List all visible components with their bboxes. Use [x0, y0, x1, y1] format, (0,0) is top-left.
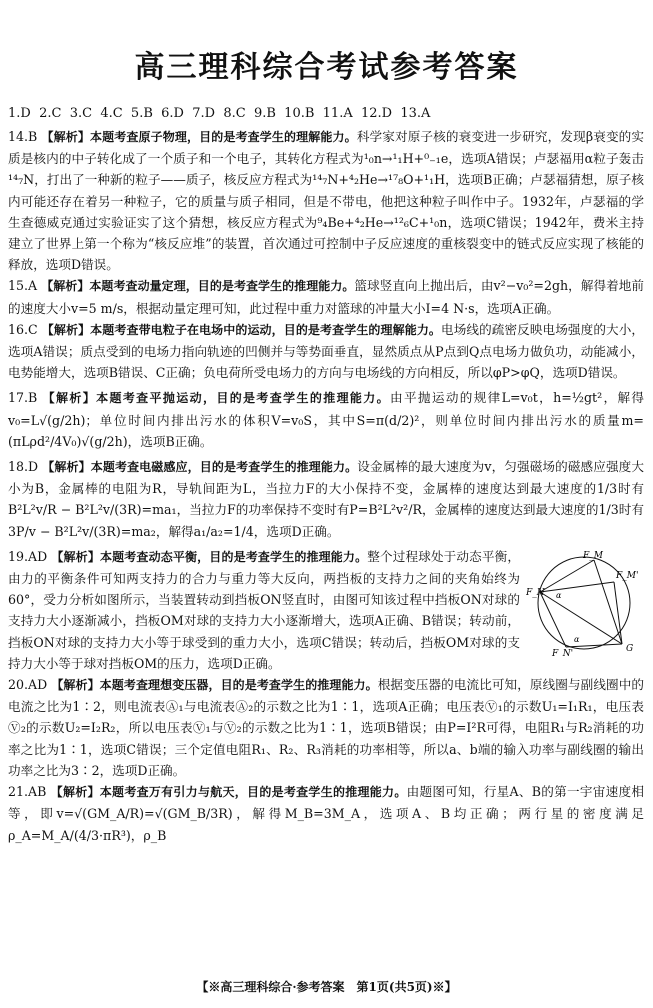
solution-number: 14.B: [8, 129, 38, 144]
solutions-body: [8, 126, 644, 846]
label-fn: F_N: [526, 587, 545, 598]
solution-17: [8, 387, 644, 452]
solution-21: [8, 781, 644, 846]
solution-text: 由平抛运动的规律L=v₀t，h=½gt²，解得v₀=L√(g/2h)；单位时间内排出污水的体积V=v₀S，其中S=π(d/2)²，则单位时间内排出污水的质量m=(πLρd²/4V₀)√(g/2h)，选项B正确。: [8, 390, 644, 449]
analysis-tag: 【解析】本题考查平抛运动，目的是考查学生的推理能力。: [42, 391, 391, 406]
solution-text: 设金属棒的最大速度为v，匀强磁场的磁感应强度大小为B，金属棒的电阻为R，导轨间距为L，当拉力F的大小保持不变，金属棒的速度达到最大速度的1/3时有B²L²v/R − B²L²v/(3R)=ma₁，当拉力F的功率保持不变时有P=B²L²v²/R，金属棒的速度达到最大速度的1/3时有3P/v − B²L²v/(3R)=ma₂，解得a₁/a₂=1/4，选项D正确。: [8, 459, 644, 539]
solution-number: 17.B: [8, 390, 38, 406]
solution-text: 根据变压器的电流比可知，原线圈与副线圈中的电流之比为1∶2，则电流表Ⓐ₁与电流表Ⓐ₂的示数之比为1∶1，选项A正确；电压表Ⓥ₁的示数U₁=I₁R₁，电压表Ⓥ₂的示数U₂=I₂R₂，所以电压表Ⓥ₁与Ⓥ₂的示数之比为1∶1，选项B错误；由P=I²R可得，电阻R₁与R₂消耗的功率之比为1∶1，选项C错误；三个定值电阻R₁、R₂、R₃消耗的功率相等，所以a、b端的输入功率与副线圈的输出功率之比为3∶2，选项D正确。: [8, 677, 644, 778]
label-fm-prime: F_M': [616, 570, 639, 581]
solution-number: 16.C: [8, 321, 38, 337]
page-title: 高三理科综合考试参考答案: [134, 50, 519, 85]
solution-14: [8, 126, 644, 275]
solution-text: 电场线的疏密反映电场强度的大小，选项A错误；质点受到的电场力指向轨迹的凹侧并与等势面垂直，显然质点从P点到Q点电场力做负功，动能减小，电势能增大，选项B错误、C正确；负电荷所受电场力的方向与电场线的方向相反，所以φP>φQ，选项D错误。: [8, 321, 644, 381]
solution-number: 20.AD: [8, 677, 48, 693]
solution-number: 21.AB: [8, 784, 47, 800]
solution-text: 篮球竖直向上抛出后，由v²−v₀²=2gh，解得着地前的速度大小v=5 m/s，根据动量定理可知，此过程中重力对篮球的冲量大小I=4 N·s，选项A正确。: [8, 278, 644, 316]
solution-16: [8, 319, 644, 384]
solution-text: 由题图可知，行星A、B的第一宇宙速度相等，即v=√(GM_A/R)=√(GM_B/3R)，解得M_B=3M_A，选项A、B均正确；两行星的密度满足ρ_A=M_A/(4/3·πR³)，ρ_B: [8, 784, 644, 843]
line-fm: [540, 560, 594, 592]
analysis-tag: 【解析】本题考查理想变压器，目的是考查学生的推理能力。: [51, 678, 378, 693]
label-g: G: [626, 643, 634, 654]
line-chord-3: [566, 644, 622, 647]
footer-text: 【※高三理科综合·参考答案 第1页(共5页)※】: [196, 980, 457, 994]
answer-key-line: 1.D 2.C 3.C 4.C 5.B 6.D 7.D 8.C 9.B 10.B 11.A 12.D 13.A: [8, 106, 431, 121]
solution-number: 15.A: [8, 278, 38, 294]
analysis-tag: 【解析】本题考查带电粒子在电场中的运动，目的是考查学生的理解能力。: [41, 322, 442, 337]
analysis-tag: 【解析】本题考查动量定理，目的是考查学生的推理能力。: [41, 279, 355, 294]
analysis-tag: 【解析】本题考查电磁感应，目的是考查学生的推理能力。: [42, 460, 358, 475]
solution-text: 整个过程球处于动态平衡，由力的平衡条件可知两支持力的合力与重力等大反向，两挡板的支持力之间的夹角始终为60°，受力分析如图所示，当装置转动到挡板ON竖直时，由图可知该过程中挡板ON对球的支持力大小逐渐减小，挡板OM对球的支持力大小逐渐增大，选项A正确、B错误；转动前，挡板ON对球的支持力大小等于球受到的重力大小，选项C错误；转动后，挡板OM对球的支持力大小等于球对挡板OM的压力，选项D正确。: [8, 548, 520, 671]
solution-15: [8, 275, 644, 318]
analysis-tag: 【解析】本题考查原子物理，目的是考查学生的理解能力。: [41, 130, 357, 144]
solution-number: 19.AD: [8, 548, 48, 564]
page-footer: [0, 978, 653, 995]
analysis-tag: 【解析】本题考查动态平衡，目的是考查学生的推理能力。: [51, 549, 368, 564]
solution-19: [8, 546, 644, 674]
force-diagram-svg: [526, 548, 644, 658]
force-diagram: [526, 548, 644, 658]
label-fm: F_M: [583, 550, 603, 561]
analysis-tag: 【解析】本题考查万有引力与航天，目的是考查学生的推理能力。: [50, 785, 407, 800]
label-fn-prime: F_N': [552, 648, 574, 658]
solution-18: [8, 456, 644, 542]
label-alpha-1: α: [556, 590, 562, 600]
solution-20: [8, 674, 644, 781]
solution-text: 科学家对原子核的衰变进一步研究，发现β衰变的实质是核内的中子转化成了一个质子和一个电子，其转化方程式为¹₀n→¹₁H+⁰₋₁e，选项A错误；卢瑟福用α粒子轰击¹⁴₇N，打出了一种新的粒子——质子，核反应方程式为¹⁴₇N+⁴₂He→¹⁷₈O+¹₁H，选项B正确；卢瑟福猜想，原子核内可能还存在着另一种粒子，它的质量与质子相同，但是不带电，他把这种粒子叫作中子。1932年，卢瑟福的学生查德威克通过实验证实了这个猜想，核反应方程式为⁹₄Be+⁴₂He→¹²₆C+¹₀n，选项C错误；1942年，费米主持建立了世界上第一个称为“核反应堆”的装置，首次通过可控制中子反应速度的重核裂变中的链式反应实现了核能的释放，选项D错误。: [8, 129, 644, 273]
solution-number: 18.D: [8, 459, 39, 475]
label-alpha-2: α: [574, 634, 580, 644]
